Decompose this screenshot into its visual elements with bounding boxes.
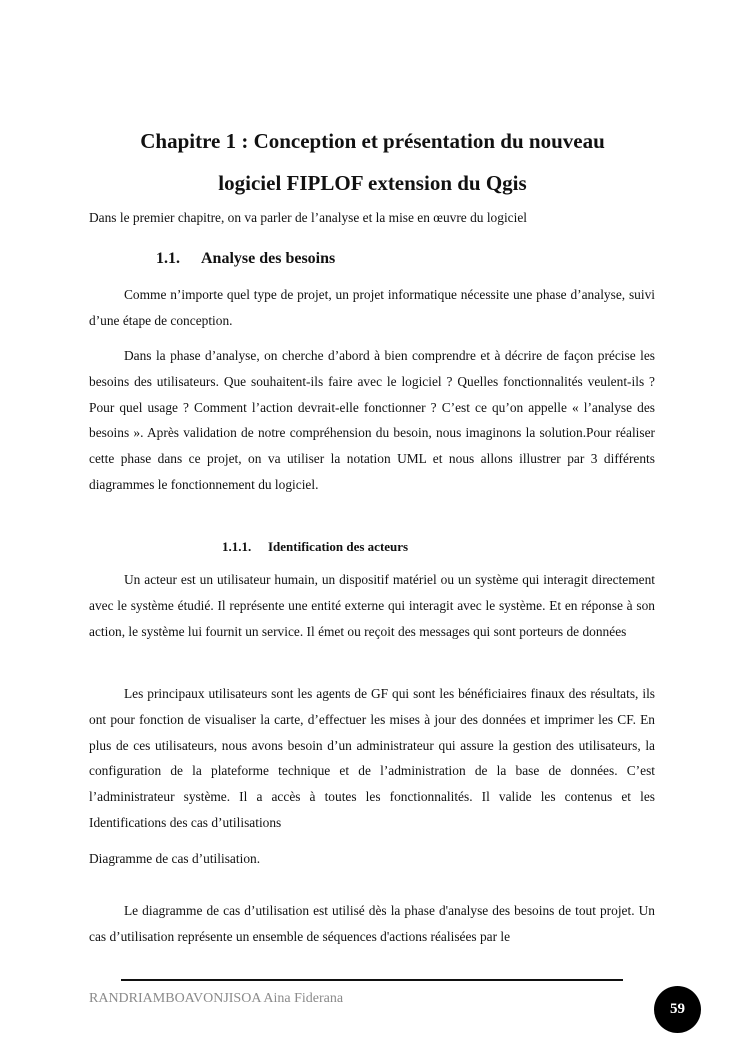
section-number: 1.1. [156,250,180,267]
chapter-title [90,120,655,204]
paragraph-actor-definition: Un acteur est un utilisateur humain, un dispositif matériel ou un système qui interagit directement avec le système étudié. Il représente une entité externe qui interagit avec le système. Et en réponse à son action, le système lui fournit un service. Il émet ou reçoit des messages qui sont porteurs de données [89,572,655,639]
footer-author: RANDRIAMBOAVONJISOA Aina Fiderana [89,991,344,1006]
section-heading-1-1-1 [222,537,408,557]
paragraph-analysis-phase: Dans la phase d’analyse, on cherche d’abord à bien comprendre et à décrire de façon précise les besoins des utilisateurs. Que souhaitent-ils faire avec le logiciel ? Quelles fonctionnalités veulent-ils ? Pour quel usage ? Comment l’action devrait-elle fonctionner ? C’est ce qu’on appelle « l’analyse des besoins ». Après validation de notre compréhension du besoin, nous imaginons la solution.Pour réaliser cette phase dans ce projet, on va utiliser la notation UML et nous allons illustrer par 3 différents diagrammes le fonctionnement du logiciel. [89,348,655,492]
paragraph-main-users: Les principaux utilisateurs sont les agents de GF qui sont les bénéficiaires finaux des résultats, ils ont pour fonction de visualiser la carte, d’effectuer les mises à jour des données et imprimer les CF. En plus de ces utilisateurs, nous avons besoin d’un administrateur qui assure la gestion des utilisateurs, la configuration de la plateforme technique et de l’administration de la base de données. C’est l’administrateur système. Il a accès à toutes les fonctionnalités. Il valide les contenus et les Identifications des cas d’utilisations [89,686,655,830]
subsection-number: 1.1.1. [222,539,252,554]
chapter-title-line2: logiciel FIPLOF extension du Qgis [218,171,527,195]
paragraph-analysis-intro: Comme n’importe quel type de projet, un projet informatique nécessite une phase d’analyse, suivi d’une étape de conception. [89,287,655,328]
section-heading-1-1 [156,247,335,271]
paragraph-use-case-diagram: Le diagramme de cas d’utilisation est utilisé dès la phase d'analyse des besoins de tout projet. Un cas d’utilisation représente un ensemble de séquences d'actions réalisées par le [89,903,655,944]
chapter-title-line1: Chapitre 1 : Conception et présentation du nouveau [140,129,605,153]
footer-divider [121,979,623,981]
intro-paragraph: Dans le premier chapitre, on va parler de l’analyse et la mise en œuvre du logiciel [89,210,527,225]
section-title: Analyse des besoins [201,250,336,267]
subsection-title: Identification des acteurs [268,539,409,554]
diagram-heading: Diagramme de cas d’utilisation. [89,851,261,866]
page-number-badge: 59 [654,986,701,1033]
